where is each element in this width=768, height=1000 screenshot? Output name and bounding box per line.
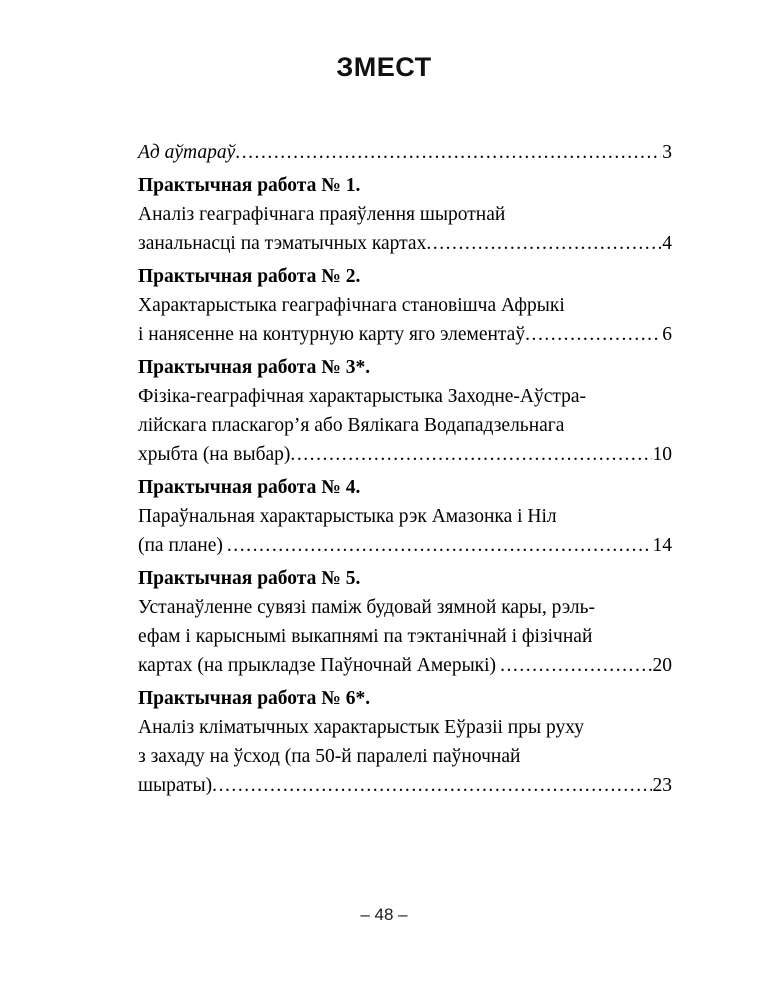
toc-page-number[interactable]: 23: [652, 775, 672, 796]
page-title: ЗМЕСТ: [336, 52, 432, 82]
dot-leader: [227, 531, 652, 560]
toc-entry-last-line: занальнасці па тэматычных картах: [138, 233, 427, 254]
toc-entry-line: Устанаўленне сувязі паміж будовай зямной кары, рэль-: [138, 597, 596, 618]
toc-entry-heading: Практычная работа № 5.: [138, 568, 361, 589]
page-footer: – 48 –: [360, 905, 408, 924]
toc-entry[interactable]: [138, 262, 672, 349]
toc-page-number[interactable]: 6: [662, 324, 672, 345]
toc-entry-heading: Практычная работа № 6*.: [138, 688, 371, 709]
toc-entry[interactable]: [138, 138, 672, 167]
toc-leader-line: [138, 138, 672, 167]
toc-entry-text: [138, 713, 672, 771]
toc-entry-line: лійскага пласкагор’я або Вялікага Водападзельнага: [138, 415, 565, 436]
toc-entry-last-line: шыраты): [138, 775, 213, 796]
dot-leader: [525, 320, 661, 349]
toc-leader-line: [138, 771, 672, 800]
toc-entry-last-line: (па плане): [138, 535, 223, 556]
toc-page-number[interactable]: 14: [652, 535, 672, 556]
toc-entry-text: [138, 593, 672, 651]
toc-entry-text: [138, 382, 672, 440]
toc-leader-line: [138, 229, 672, 258]
dot-leader: [212, 771, 651, 800]
toc-leader-line: [138, 440, 672, 469]
toc-entry[interactable]: [138, 684, 672, 800]
toc-entry-text: [138, 291, 672, 320]
toc-leader-line: [138, 651, 672, 680]
toc-entry[interactable]: [138, 353, 672, 469]
toc-entry-line: Характарыстыка геаграфічнага становішча Афрыкі: [138, 295, 565, 316]
toc-entry-heading: Практычная работа № 4.: [138, 477, 361, 498]
dot-leader: [290, 440, 651, 469]
toc-page-number[interactable]: 4: [662, 233, 672, 254]
toc-page-number[interactable]: 10: [652, 444, 672, 465]
toc-entry-heading: Практычная работа № 3*.: [138, 357, 371, 378]
toc-entry-line: Аналіз геаграфічнага праяўлення шыротнай: [138, 204, 506, 225]
dot-leader: [426, 229, 661, 258]
toc-entry-line: ефам і карыснымі выкапнямі па тэктанічнай і фізічнай: [138, 626, 593, 647]
toc-entry-line: Аналіз кліматычных характарыстык Еўразіі пры руху: [138, 717, 584, 738]
toc-entry-line: з захаду на ўсход (па 50-й паралелі паўночнай: [138, 746, 521, 767]
toc-entry-last-line: Ад аўтараў: [138, 142, 236, 163]
toc-entry-line: Параўнальная характарыстыка рэк Амазонка і Ніл: [138, 506, 557, 527]
dot-leader: [235, 138, 661, 167]
toc-entry-text: [138, 502, 672, 531]
toc-entry-last-line: хрыбта (на выбар): [138, 444, 291, 465]
toc-page-number[interactable]: 20: [652, 655, 672, 676]
toc-entry-heading: Практычная работа № 1.: [138, 175, 361, 196]
toc-entry-line: Фізіка-геаграфічная характарыстыка Заходне-Аўстра-: [138, 386, 587, 407]
dot-leader: [500, 651, 651, 680]
toc-entry-text: [138, 200, 672, 229]
table-of-contents: [138, 138, 672, 804]
toc-entry-heading: Практычная работа № 2.: [138, 266, 361, 287]
toc-entry[interactable]: [138, 564, 672, 680]
toc-entry-last-line: картах (на прыкладзе Паўночнай Амерыкі): [138, 655, 497, 676]
toc-leader-line: [138, 320, 672, 349]
toc-leader-line: [138, 531, 672, 560]
toc-entry-last-line: і нанясенне на контурную карту яго элементаў: [138, 324, 526, 345]
toc-entry[interactable]: [138, 171, 672, 258]
toc-page-number[interactable]: 3: [662, 142, 672, 163]
toc-entry[interactable]: [138, 473, 672, 560]
